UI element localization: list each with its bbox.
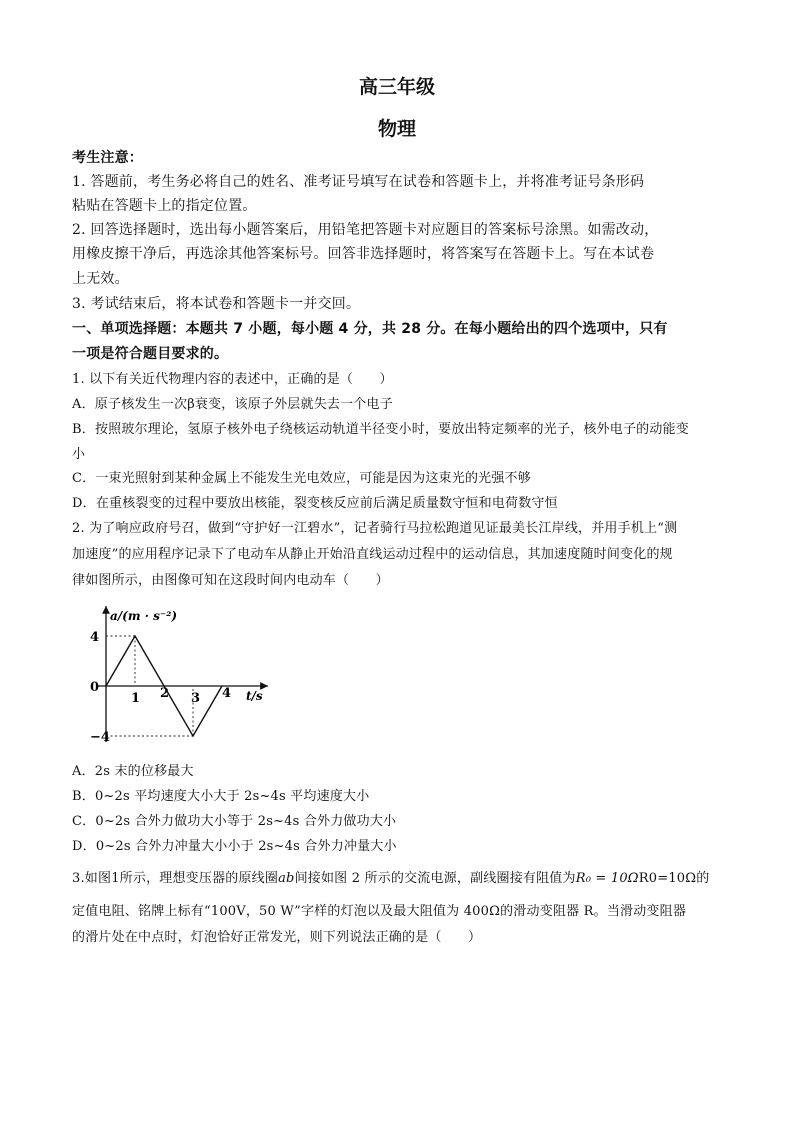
q2-stem: 2. 为了响应政府号召，做到“守护好一江碧水”，记者骑行马拉松跑道见证最美长江岸线，并用手机上“测 bbox=[72, 521, 678, 536]
section-heading: 一、单项选择题：本题共 7 小题，每小题 4 分，共 28 分。在每小题给出的四个选项中，只有 bbox=[72, 321, 668, 337]
y-axis-label: a/(m · s⁻²) bbox=[110, 609, 178, 623]
q1-option-b-cont: 小 bbox=[72, 447, 86, 462]
q1-option-c: C．一束光照射到某种金属上不能发生光电效应，可能是因为这束光的光强不够 bbox=[72, 471, 531, 486]
q3-stem-cont: 定值电阻、铭牌上标有“100V，50 W”字样的灯泡以及最大阻值为 400Ω的滑动变阻器 R。当滑动变阻器 bbox=[72, 904, 687, 919]
subject-title: 物理 bbox=[377, 118, 416, 140]
notice-item-1: 1. 答题前，考生务必将自己的姓名、准考证号填写在试卷和答题卡上，并将准考证号条形码 bbox=[72, 174, 645, 190]
x-tick-label: 3 bbox=[191, 691, 201, 706]
x-tick-label: 4 bbox=[222, 686, 232, 701]
q3-resistor-formula: R₀ = 10Ω bbox=[575, 871, 639, 886]
notice-item-2-cont: 用橡皮擦干净后，再选涂其他答案标号。回答非选择题时，将答案写在答题卡上。写在本试卷 bbox=[72, 246, 655, 262]
q3-stem-cont2: 的滑片处在中点时，灯泡恰好正常发光，则下列说法正确的是（ ） bbox=[72, 930, 482, 945]
grade-title: 高三年级 bbox=[358, 76, 435, 98]
q2-option-a: A．2s 末的位移最大 bbox=[72, 764, 194, 779]
q2-option-d: D．0~2s 合外力冲量大小小于 2s~4s 合外力冲量大小 bbox=[72, 839, 397, 854]
q2-option-c: C．0~2s 合外力做功大小等于 2s~4s 合外力做功大小 bbox=[72, 814, 397, 829]
q1-option-b: B．按照玻尔理论，氢原子核外电子绕核运动轨道半径变小时，要放出特定频率的光子，核外电子的动能变 bbox=[72, 422, 689, 437]
q3-coil-label: ab bbox=[278, 871, 295, 886]
x-tick-label: 2 bbox=[160, 686, 170, 701]
x-tick-label: 1 bbox=[131, 691, 141, 706]
y-tick-label: −4 bbox=[90, 730, 110, 745]
q3-stem-part-c: R0=10Ω的 bbox=[638, 871, 710, 886]
notice-item-1-cont: 粘贴在答题卡上的指定位置。 bbox=[72, 198, 257, 214]
q1-option-a: A．原子核发生一次β衰变，该原子外层就失去一个电子 bbox=[72, 397, 393, 412]
q3-stem-part-a: 3.如图1所示，理想变压器的原线圈 bbox=[72, 871, 279, 886]
y-tick-label: 0 bbox=[90, 680, 100, 695]
section-heading-cont: 一项是符合题目要求的。 bbox=[72, 346, 229, 362]
notice-item-3: 3. 考试结束后，将本试卷和答题卡一并交回。 bbox=[72, 296, 361, 312]
notice-item-2: 2. 回答选择题时，选出每小题答案后，用铅笔把答题卡对应题目的答案标号涂黑。如需改动， bbox=[72, 222, 659, 238]
notice-heading: 考生注意： bbox=[72, 150, 143, 166]
acceleration-time-graph bbox=[88, 600, 278, 750]
q1-option-d: D．在重核裂变的过程中要放出核能，裂变核反应前后满足质量数守恒和电荷数守恒 bbox=[72, 496, 558, 511]
q2-stem-cont: 加速度”的应用程序记录下了电动车从静止开始沿直线运动过程中的运动信息，其加速度随时间变化的规 bbox=[72, 547, 673, 562]
q3-stem-part-b: 间接如图 2 所示的交流电源，副线圈接有阻值为 bbox=[294, 871, 576, 886]
y-tick-label: 4 bbox=[90, 630, 100, 645]
q2-option-b: B．0~2s 平均速度大小大于 2s~4s 平均速度大小 bbox=[72, 789, 370, 804]
x-axis-label: t/s bbox=[246, 689, 263, 703]
notice-item-2-cont2: 上无效。 bbox=[72, 271, 129, 287]
q3-stem bbox=[72, 870, 732, 888]
q1-stem: 1. 以下有关近代物理内容的表述中，正确的是（ ） bbox=[72, 372, 393, 387]
q2-stem-cont2: 律如图所示，由图像可知在这段时间内电动车（ ） bbox=[72, 573, 389, 588]
